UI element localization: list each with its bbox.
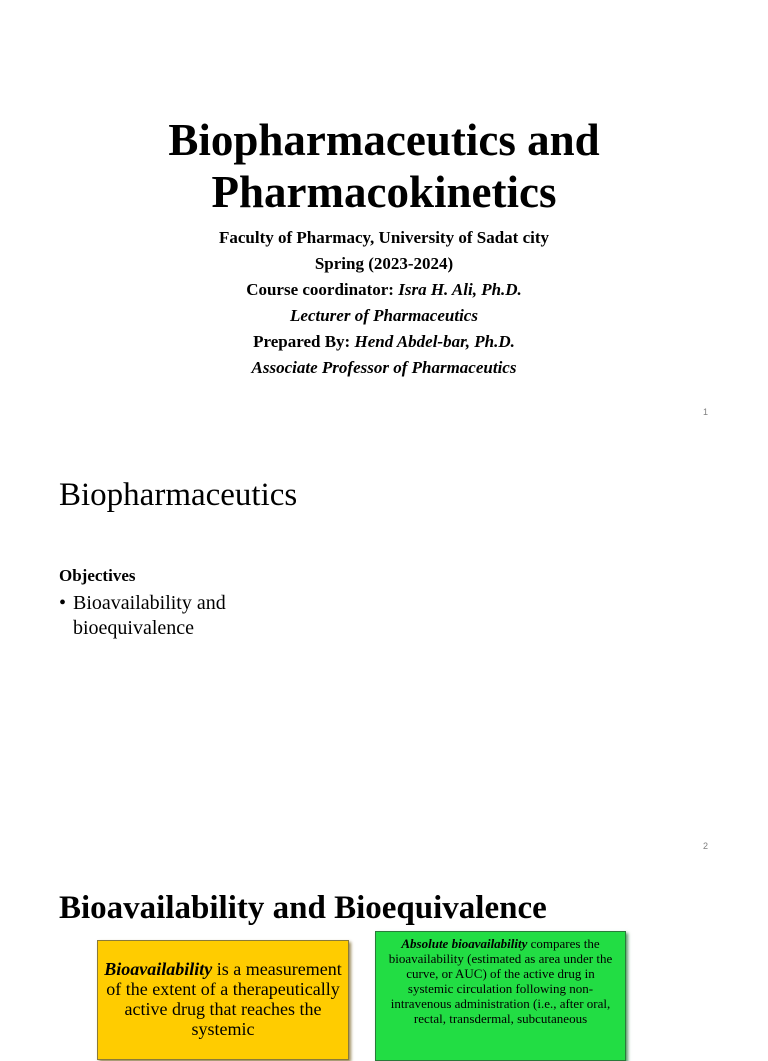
prepared-by-label: Prepared By:: [253, 332, 355, 351]
coordinator-name: Isra H. Ali, Ph.D.: [398, 280, 522, 299]
absolute-bioavailability-box: [375, 931, 626, 1061]
course-info: [0, 225, 768, 381]
slide-2: [0, 432, 768, 864]
objectives-heading: Objectives: [59, 566, 136, 585]
prepared-by-name: Hend Abdel-bar, Ph.D.: [354, 332, 515, 351]
coordinator-line: [0, 277, 768, 303]
slide-title: Biopharmaceutics: [59, 477, 298, 513]
slide-3: [0, 864, 768, 1039]
definition-term: Absolute bioavailability: [401, 936, 528, 951]
definition-term: Bioavailability: [104, 959, 213, 979]
term-line: Spring (2023-2024): [314, 254, 454, 273]
slide-title: Bioavailability and Bioequivalence: [59, 890, 547, 926]
slide-1: [0, 0, 768, 432]
prepared-by-line: [0, 329, 768, 355]
prepared-by-role: Associate Professor of Pharmaceutics: [251, 358, 517, 377]
bioavailability-definition-box: [97, 940, 349, 1060]
course-title-line-1: Biopharmaceutics and: [168, 115, 600, 165]
objective-text: Bioavailability and bioequivalence: [73, 592, 226, 639]
coordinator-role: Lecturer of Pharmaceutics: [290, 306, 478, 325]
slide-number: 1: [702, 407, 708, 417]
coordinator-label: Course coordinator:: [246, 280, 399, 299]
definition-text: is a measurement of the extent of a therapeutically active drug that reaches the systemic: [106, 959, 342, 1039]
bullet-icon: •: [59, 592, 67, 614]
course-title: [0, 114, 768, 218]
course-title-line-2: Pharmacokinetics: [211, 167, 557, 217]
definition-text: compares the bioavailability (estimated as area under the curve, or AUC) of the active drug in systemic circulation following non-intravenous administration (i.e., after oral, rectal, transdermal, subcutaneous: [388, 936, 613, 1026]
faculty-line: Faculty of Pharmacy, University of Sadat city: [218, 228, 550, 247]
objective-item: [59, 591, 273, 641]
slide-number: 2: [702, 841, 708, 851]
